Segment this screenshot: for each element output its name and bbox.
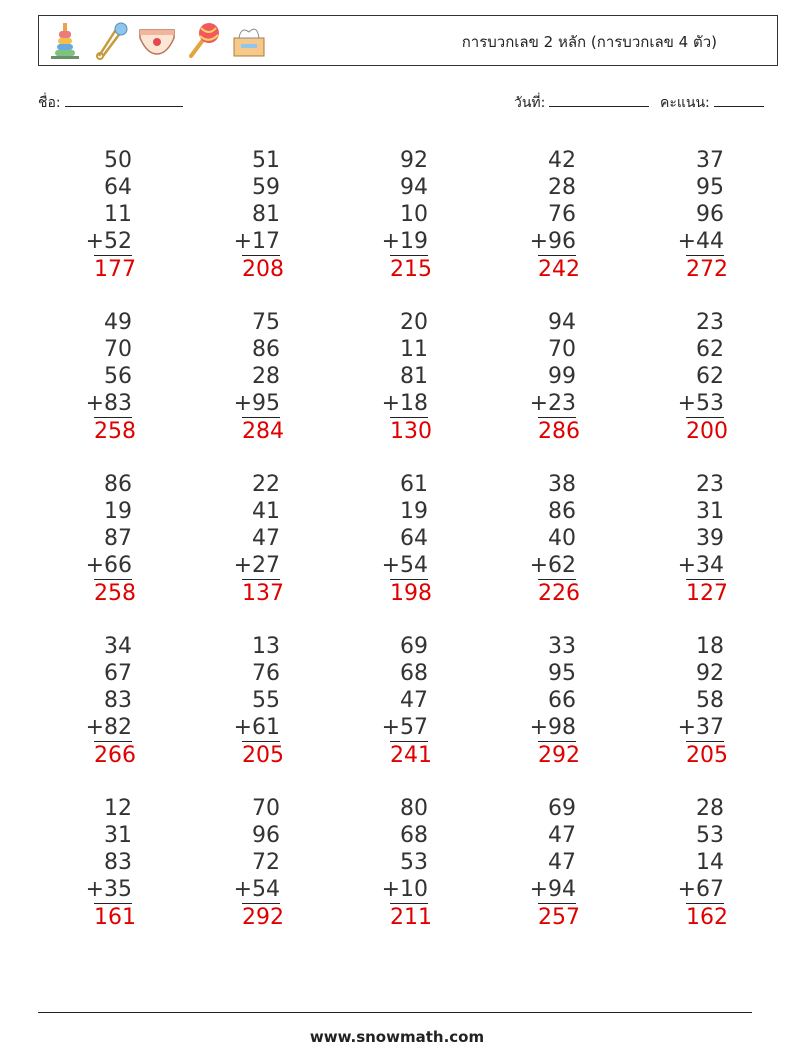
addend-with-plus: +54: [381, 553, 428, 578]
name-blank[interactable]: [65, 92, 183, 107]
addition-problem: [338, 309, 432, 445]
addend: 64: [104, 175, 132, 200]
addend: 66: [548, 688, 576, 713]
date-label: วันที่:: [514, 95, 546, 111]
answer: 257: [538, 905, 580, 930]
addition-problem: [486, 633, 580, 769]
addend-with-plus: +18: [381, 391, 428, 416]
answer: 198: [390, 581, 432, 606]
addend: 83: [104, 850, 132, 875]
answer: 161: [94, 905, 136, 930]
addend: 14: [696, 850, 724, 875]
answer: 200: [686, 419, 728, 444]
score-field[interactable]: [660, 92, 764, 114]
addend: 70: [252, 796, 280, 821]
addend: 59: [252, 175, 280, 200]
answer: 130: [390, 419, 432, 444]
addend: 92: [400, 148, 428, 173]
addend: 51: [252, 148, 280, 173]
addend: 37: [696, 148, 724, 173]
addend: 87: [104, 526, 132, 551]
answer: 177: [94, 257, 136, 282]
addend-with-plus: +19: [381, 229, 428, 254]
diaper-icon: [137, 20, 177, 60]
addend: 99: [548, 364, 576, 389]
worksheet-header: [38, 15, 778, 66]
addend: 10: [400, 202, 428, 227]
addend-with-plus: +23: [529, 391, 576, 416]
addition-problem: [486, 795, 580, 931]
addend: 50: [104, 148, 132, 173]
addend-with-plus: +52: [85, 229, 132, 254]
addend: 96: [252, 823, 280, 848]
addend: 64: [400, 526, 428, 551]
addition-problem: [338, 795, 432, 931]
addend: 47: [252, 526, 280, 551]
footer-divider: [38, 1012, 752, 1013]
addend: 70: [548, 337, 576, 362]
addend-with-plus: +54: [233, 877, 280, 902]
addend-with-plus: +66: [85, 553, 132, 578]
answer: 286: [538, 419, 580, 444]
addend: 34: [104, 634, 132, 659]
addend: 61: [400, 472, 428, 497]
answer: 127: [686, 581, 728, 606]
addition-problem: [42, 471, 136, 607]
addend: 86: [104, 472, 132, 497]
addend: 19: [400, 499, 428, 524]
addend: 96: [696, 202, 724, 227]
addend: 40: [548, 526, 576, 551]
addition-problem: [634, 471, 728, 607]
tissue-box-icon: [229, 20, 269, 60]
addend-with-plus: +61: [233, 715, 280, 740]
header-icons: [45, 20, 269, 60]
addend: 83: [104, 688, 132, 713]
addition-problem: [42, 309, 136, 445]
addend: 68: [400, 661, 428, 686]
addend: 94: [548, 310, 576, 335]
addend: 31: [696, 499, 724, 524]
addend: 95: [696, 175, 724, 200]
addend-with-plus: +67: [677, 877, 724, 902]
addend-with-plus: +96: [529, 229, 576, 254]
answer: 205: [686, 743, 728, 768]
answer: 205: [242, 743, 284, 768]
addition-problem: [486, 471, 580, 607]
addition-problem: [634, 795, 728, 931]
answer: 211: [390, 905, 432, 930]
addend: 75: [252, 310, 280, 335]
addend: 55: [252, 688, 280, 713]
addend: 92: [696, 661, 724, 686]
addend: 42: [548, 148, 576, 173]
addend: 31: [104, 823, 132, 848]
addend-with-plus: +53: [677, 391, 724, 416]
addition-problem: [190, 147, 284, 283]
addend: 23: [696, 472, 724, 497]
addend: 72: [252, 850, 280, 875]
answer: 215: [390, 257, 432, 282]
addition-problem: [190, 633, 284, 769]
answer: 258: [94, 419, 136, 444]
answer: 258: [94, 581, 136, 606]
addend: 86: [252, 337, 280, 362]
addend: 19: [104, 499, 132, 524]
addend: 12: [104, 796, 132, 821]
answer: 241: [390, 743, 432, 768]
date-field[interactable]: [514, 92, 649, 114]
addition-problem: [190, 795, 284, 931]
addend-with-plus: +95: [233, 391, 280, 416]
addition-problem: [634, 633, 728, 769]
addend: 47: [400, 688, 428, 713]
addend: 38: [548, 472, 576, 497]
addend: 20: [400, 310, 428, 335]
addition-problem: [634, 147, 728, 283]
addend: 47: [548, 823, 576, 848]
addend-with-plus: +94: [529, 877, 576, 902]
addition-problem: [42, 147, 136, 283]
addition-problem: [338, 147, 432, 283]
addend: 11: [400, 337, 428, 362]
addend-with-plus: +57: [381, 715, 428, 740]
addend-with-plus: +83: [85, 391, 132, 416]
page-title: การบวกเลข 2 หลัก (การบวกเลข 4 ตัว): [461, 33, 717, 51]
addend: 28: [548, 175, 576, 200]
ring-stacker-icon: [45, 20, 85, 60]
addend: 56: [104, 364, 132, 389]
addition-problem: [634, 309, 728, 445]
addend: 76: [548, 202, 576, 227]
addend: 58: [696, 688, 724, 713]
addend-with-plus: +82: [85, 715, 132, 740]
addend-with-plus: +44: [677, 229, 724, 254]
addend-with-plus: +37: [677, 715, 724, 740]
addend: 94: [400, 175, 428, 200]
rattle-icon: [183, 20, 223, 60]
addend: 28: [252, 364, 280, 389]
answer: 226: [538, 581, 580, 606]
addition-problem: [42, 795, 136, 931]
addend: 49: [104, 310, 132, 335]
answer: 292: [242, 905, 284, 930]
addend: 13: [252, 634, 280, 659]
addend: 86: [548, 499, 576, 524]
addend: 39: [696, 526, 724, 551]
addend: 81: [400, 364, 428, 389]
addend: 23: [696, 310, 724, 335]
addend: 22: [252, 472, 280, 497]
addition-problem: [190, 471, 284, 607]
answer: 272: [686, 257, 728, 282]
addend: 62: [696, 337, 724, 362]
addition-problem: [42, 633, 136, 769]
addend-with-plus: +17: [233, 229, 280, 254]
addend: 68: [400, 823, 428, 848]
addend: 33: [548, 634, 576, 659]
addend-with-plus: +10: [381, 877, 428, 902]
addend: 76: [252, 661, 280, 686]
addend: 11: [104, 202, 132, 227]
addition-problem: [486, 147, 580, 283]
addend: 69: [548, 796, 576, 821]
addend: 62: [696, 364, 724, 389]
name-field[interactable]: [38, 92, 183, 114]
answer: 208: [242, 257, 284, 282]
name-label: ชื่อ:: [38, 95, 61, 111]
addition-problem: [338, 633, 432, 769]
addend: 95: [548, 661, 576, 686]
addend-with-plus: +98: [529, 715, 576, 740]
addend: 47: [548, 850, 576, 875]
addend: 28: [696, 796, 724, 821]
answer: 242: [538, 257, 580, 282]
answer: 284: [242, 419, 284, 444]
addend: 69: [400, 634, 428, 659]
addend: 67: [104, 661, 132, 686]
safety-pin-icon: [91, 20, 131, 60]
addend-with-plus: +62: [529, 553, 576, 578]
addend-with-plus: +35: [85, 877, 132, 902]
answer: 266: [94, 743, 136, 768]
date-blank[interactable]: [549, 92, 649, 107]
addend: 18: [696, 634, 724, 659]
addend: 70: [104, 337, 132, 362]
answer: 162: [686, 905, 728, 930]
addend-with-plus: +27: [233, 553, 280, 578]
addition-problem: [190, 309, 284, 445]
addend: 53: [400, 850, 428, 875]
score-label: คะแนน:: [660, 95, 710, 111]
footer-site: www.snowmath.com: [309, 1028, 485, 1046]
addend: 41: [252, 499, 280, 524]
score-blank[interactable]: [714, 92, 764, 107]
answer: 292: [538, 743, 580, 768]
addend: 80: [400, 796, 428, 821]
addend-with-plus: +34: [677, 553, 724, 578]
addend: 81: [252, 202, 280, 227]
addition-problem: [486, 309, 580, 445]
addend: 53: [696, 823, 724, 848]
answer: 137: [242, 581, 284, 606]
addition-problem: [338, 471, 432, 607]
